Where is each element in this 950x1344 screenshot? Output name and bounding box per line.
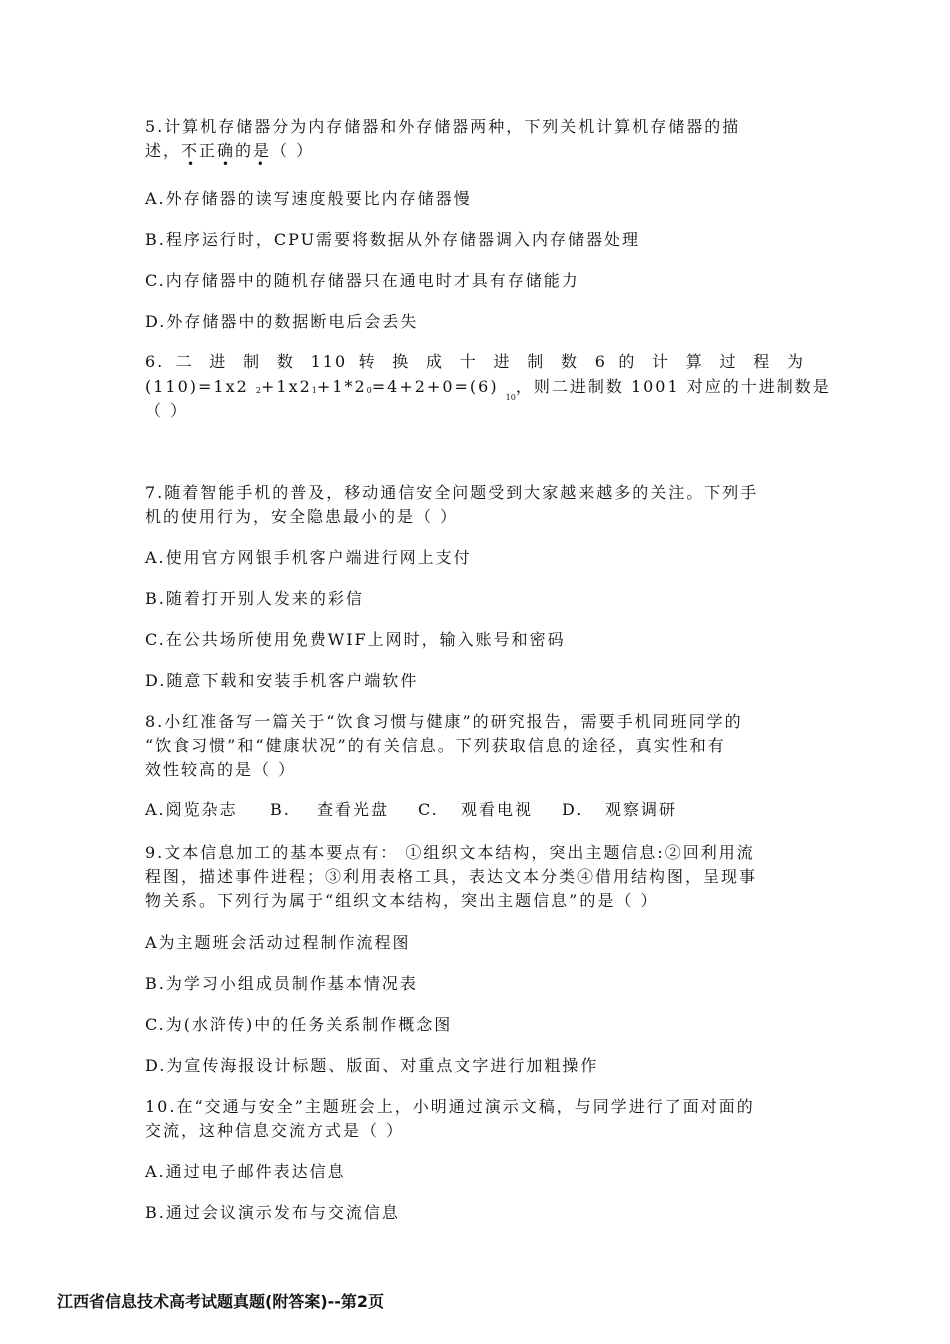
q5-stem-line-2: 述，不正确的是（ ） [145, 141, 315, 160]
q6-expr-part-2: +1x2 [261, 377, 312, 396]
q10-stem-line-1: 10.在“交通与安全”主题班会上，小明通过演示文稿，与同学进行了面对面的 [145, 1097, 755, 1116]
q6-base-10: 10 [505, 393, 516, 402]
q9-option-d: D.为宣传海报设计标题、版面、对重点文字进行加粗操作 [145, 1056, 599, 1075]
q8-stem-line-1: 8.小红准备写一篇关于“饮食习惯与健康”的研究报告，需要手机同班同学的 [145, 712, 743, 731]
q6-expr-part-3: +1*2 [316, 377, 367, 396]
q8-option-b-text: 查看光盘 [317, 800, 390, 819]
q9-stem-line-1: 9.文本信息加工的基本要点有： ①组织文本结构，突出主题信息:②回利用流 [145, 843, 755, 862]
q10-option-a: A.通过电子邮件表达信息 [145, 1162, 346, 1181]
q8-option-a: A.阅览杂志 [145, 800, 238, 819]
q7-option-d: D.随意下载和安装手机客户端软件 [145, 671, 419, 690]
q6-stem-line-1: 6. 二 进 制 数 110 转 换 成 十 进 制 数 6 的 计 算 过 程 为 [145, 352, 805, 371]
q10-stem-line-2: 交流，这种信息交流方式是（ ） [145, 1121, 405, 1140]
q6-expr-part-4: =4+2+0=(6) [371, 377, 506, 396]
q8-option-d-text: 观察调研 [605, 800, 678, 819]
q6-stem-line-2 [145, 377, 831, 408]
q7-option-c: C.在公共场所使用免费WIF上网时，输入账号和密码 [145, 630, 566, 649]
q6-exponent-0: 0 [366, 386, 372, 395]
q9-stem-line-2: 程图，描述事件进程；③利用表格工具，表达文本分类④借用结构图，呈现事 [145, 867, 758, 886]
q5-option-d: D.外存储器中的数据断电后会丢失 [145, 312, 419, 331]
q7-stem-line-1: 7.随着智能手机的普及，移动通信安全问题受到大家越来越多的关注。下列手 [145, 483, 759, 502]
q7-option-a: A.使用官方网银手机客户端进行网上支付 [145, 548, 472, 567]
q5-option-b: B.程序运行时，CPU需要将数据从外存储器调入内存储器处理 [145, 230, 641, 249]
q9-option-b: B.为学习小组成员制作基本情况表 [145, 974, 418, 993]
q9-option-c: C.为(水浒传)中的任务关系制作概念图 [145, 1015, 453, 1034]
q6-exponent-1: 1 [311, 386, 317, 395]
q8-option-b-letter: B. [270, 800, 291, 819]
q7-stem-line-2: 机的使用行为，安全隐患最小的是（ ） [145, 507, 459, 526]
q6-expr-part-1: (110)=1x2 [145, 377, 256, 396]
q10-option-b: B.通过会议演示发布与交流信息 [145, 1203, 400, 1222]
q6-stem-line-3: （ ） [145, 401, 189, 420]
q6-exponent-2: 2 [255, 386, 261, 395]
q6-expr-part-5: ，则二进制数 1001 对应的十进制数是 [515, 377, 831, 396]
q5-stem-line-1: 5.计算机存储器分为内存储器和外存储器两种，下列关机计算机存储器的描 [145, 117, 741, 136]
q5-option-a: A.外存储器的读写速度般要比内存储器慢 [145, 189, 472, 208]
q5-option-c: C.内存储器中的随机存储器只在通电时才具有存储能力 [145, 271, 580, 290]
q9-option-a: A为主题班会活动过程制作流程图 [145, 933, 411, 952]
q8-option-c-letter: C. [418, 800, 439, 819]
q8-option-c-text: 观看电视 [461, 800, 534, 819]
q7-option-b: B.随着打开别人发来的彩信 [145, 589, 364, 608]
page-footer: 江西省信息技术高考试题真题(附答案)--第2页 [57, 1292, 385, 1311]
q8-option-d-letter: D. [562, 800, 584, 819]
q8-stem-line-3: 效性较高的是（ ） [145, 760, 297, 779]
emphasis-dots: • • • [187, 157, 276, 171]
q8-stem-line-2: “饮食习惯”和“健康状况”的有关信息。下列获取信息的途径，真实性和有 [145, 736, 726, 755]
q9-stem-line-3: 物关系。下列行为属于“组织文本结构，突出主题信息”的是（ ） [145, 891, 659, 910]
